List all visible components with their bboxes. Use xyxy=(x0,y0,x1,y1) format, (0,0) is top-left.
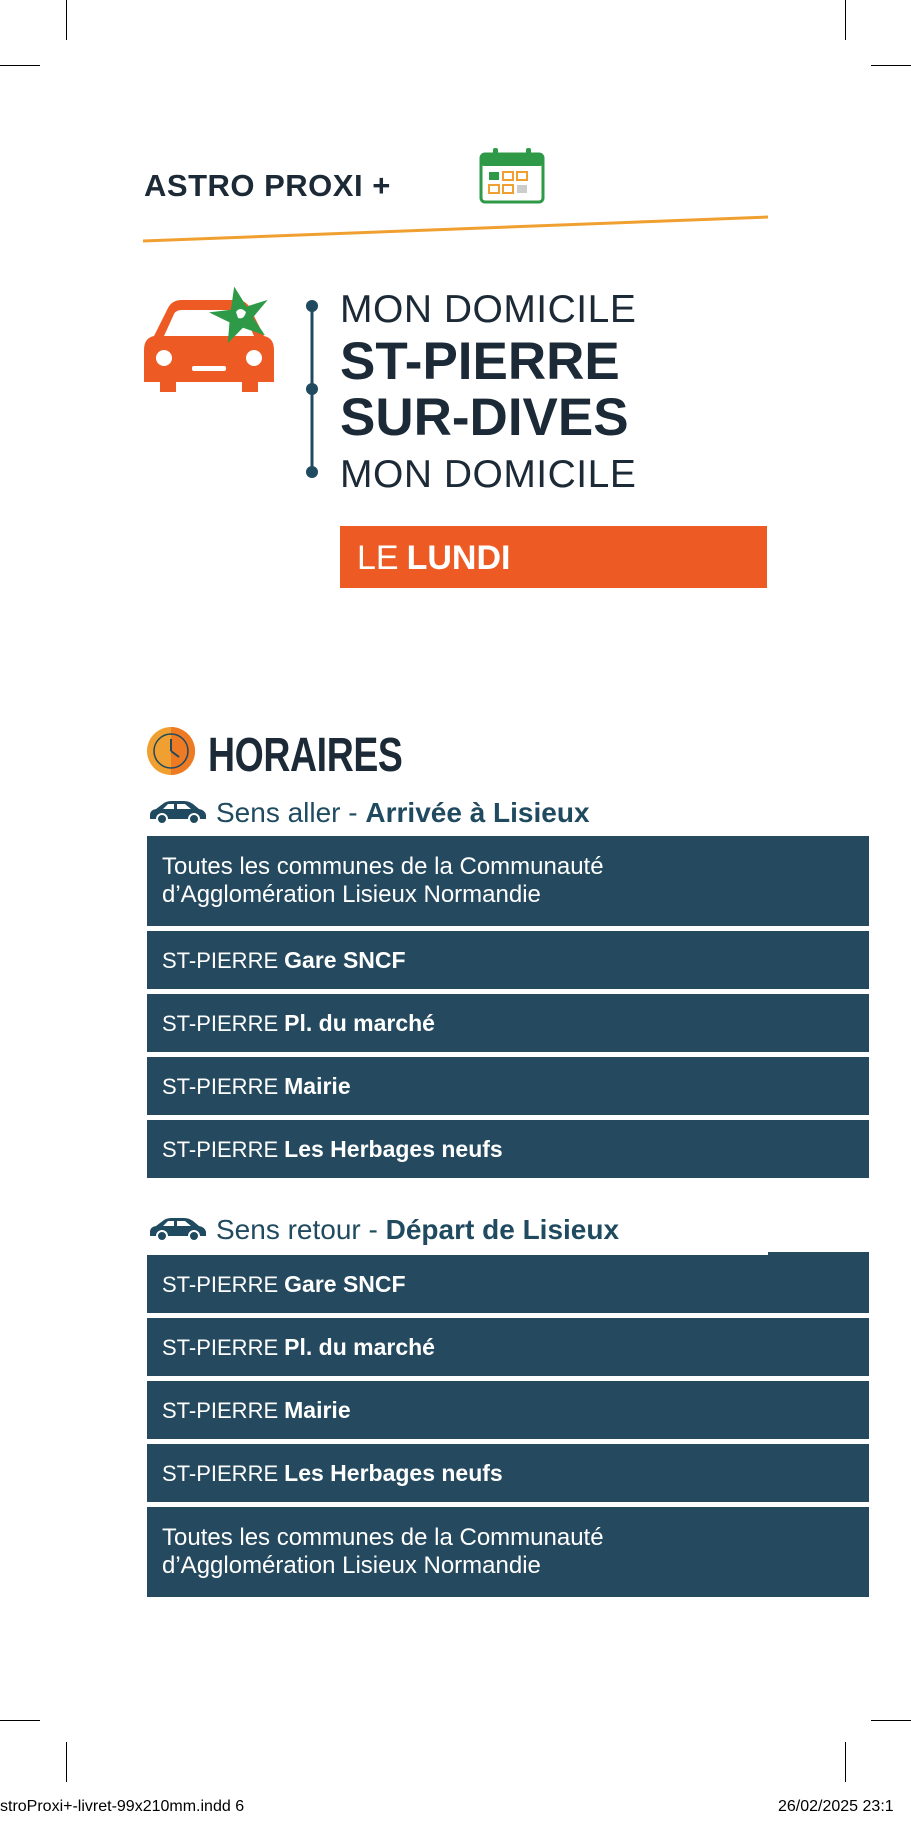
stop-prefix: ST-PIERRE xyxy=(162,1011,279,1036)
stop-row xyxy=(147,931,869,989)
stop-name: Mairie xyxy=(284,1397,351,1423)
sens-retour-destination: Départ de Lisieux xyxy=(385,1214,620,1245)
day-name: LUNDI xyxy=(406,539,511,577)
crop-mark xyxy=(0,65,40,66)
route-city-line2: SUR-DIVES xyxy=(340,388,629,447)
stop-name: Pl. du marché xyxy=(284,1334,435,1360)
stop-prefix: ST-PIERRE xyxy=(162,1272,279,1297)
sens-aller-heading xyxy=(146,797,590,829)
stop-prefix: ST-PIERRE xyxy=(162,1335,279,1360)
crop-mark xyxy=(845,1742,846,1782)
stop-prefix: ST-PIERRE xyxy=(162,1398,279,1423)
stop-row xyxy=(147,1120,869,1178)
crop-mark xyxy=(66,0,67,40)
print-footer-date: 26/02/2025 23:1 xyxy=(778,1798,894,1815)
crop-mark xyxy=(871,1720,911,1721)
stop-name: Pl. du marché xyxy=(284,1010,435,1036)
stop-text-line1: Toutes les communes de la Communauté xyxy=(162,853,604,880)
stop-row xyxy=(147,1057,869,1115)
stop-prefix: ST-PIERRE xyxy=(162,1137,279,1162)
orange-divider xyxy=(143,215,768,245)
stop-row xyxy=(147,1318,869,1376)
stop-text-line2: d’Agglomération Lisieux Normandie xyxy=(162,881,541,908)
stop-name: Les Herbages neufs xyxy=(284,1136,503,1162)
stop-row xyxy=(147,1444,869,1502)
stop-row xyxy=(147,1255,869,1313)
stop-prefix: ST-PIERRE xyxy=(162,948,279,973)
sens-separator: - xyxy=(368,1214,378,1245)
route-origin: MON DOMICILE xyxy=(340,288,637,331)
route-line xyxy=(305,296,319,480)
stop-name: Gare SNCF xyxy=(284,1271,406,1297)
brand-title: ASTRO PROXI + xyxy=(144,168,391,203)
stop-prefix: ST-PIERRE xyxy=(162,1074,279,1099)
calendar-icon xyxy=(479,147,545,204)
sens-retour-heading xyxy=(146,1214,619,1246)
stop-text-line1: Toutes les communes de la Communauté xyxy=(162,1524,604,1551)
stop-text-line2: d’Agglomération Lisieux Normandie xyxy=(162,1552,541,1579)
horaires-title: HORAIRES xyxy=(208,729,403,782)
crop-mark xyxy=(0,1720,40,1721)
stop-row-all-communes xyxy=(147,1507,869,1597)
car-with-star-icon xyxy=(140,278,286,396)
stop-row-all-communes xyxy=(147,836,869,926)
route-city-line1: ST-PIERRE xyxy=(340,332,620,391)
car-icon xyxy=(146,799,208,825)
print-footer-file: stroProxi+-livret-99x210mm.indd 6 xyxy=(0,1798,245,1815)
car-icon xyxy=(146,1216,208,1242)
crop-mark xyxy=(845,0,846,40)
stop-row xyxy=(147,994,869,1052)
stop-name: Mairie xyxy=(284,1073,351,1099)
stop-name: Gare SNCF xyxy=(284,947,406,973)
crop-mark xyxy=(871,65,911,66)
stop-name: Les Herbages neufs xyxy=(284,1460,503,1486)
route-destination: MON DOMICILE xyxy=(340,453,637,496)
clock-icon xyxy=(146,726,196,776)
crop-mark xyxy=(66,1742,67,1782)
sens-separator: - xyxy=(348,797,358,828)
sens-aller-destination: Arrivée à Lisieux xyxy=(365,797,590,828)
stop-row xyxy=(147,1381,869,1439)
stop-prefix: ST-PIERRE xyxy=(162,1461,279,1486)
day-prefix: LE xyxy=(357,539,399,577)
sens-retour-direction: Sens retour xyxy=(216,1214,361,1245)
sens-aller-direction: Sens aller xyxy=(216,797,341,828)
day-banner xyxy=(340,526,767,588)
